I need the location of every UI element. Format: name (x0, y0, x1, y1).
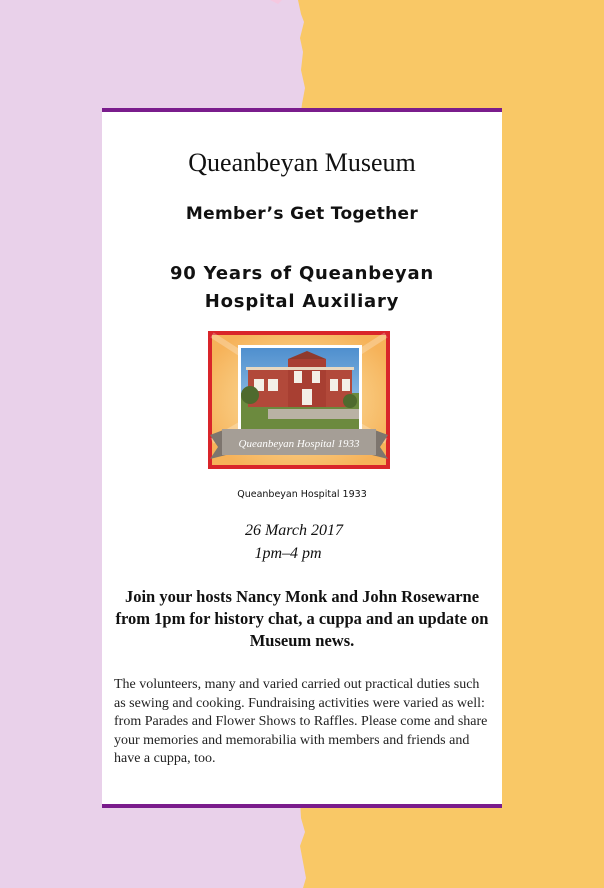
photo-caption: Queanbeyan Hospital 1933 (237, 489, 367, 500)
event-title: Member’s Get Together (185, 204, 419, 224)
event-subtitle: 90 Years of Queanbeyan Hospital Auxiliary (169, 263, 435, 312)
museum-name: Queanbeyan Museum (188, 148, 416, 177)
description-text: The volunteers, many and varied carried out practical duties such as sewing and cooking. Fundraising activities were varied as well: from Parades and Flower Shows to Raffles. Please come and share your memories and memorabilia with members and friends and have a cuppa, too. (114, 677, 488, 766)
hospital-photo (208, 331, 390, 469)
event-date: 26 March 2017 (244, 522, 344, 539)
invite-text: Join your hosts Nancy Monk and John Rosewarne from 1pm for history chat, a cuppa and an update on Museum news. (115, 587, 489, 650)
photo-banner-text: Queanbeyan Hospital 1933 (238, 438, 360, 450)
event-flyer (102, 108, 502, 808)
event-time: 1pm–4 pm (254, 545, 322, 562)
